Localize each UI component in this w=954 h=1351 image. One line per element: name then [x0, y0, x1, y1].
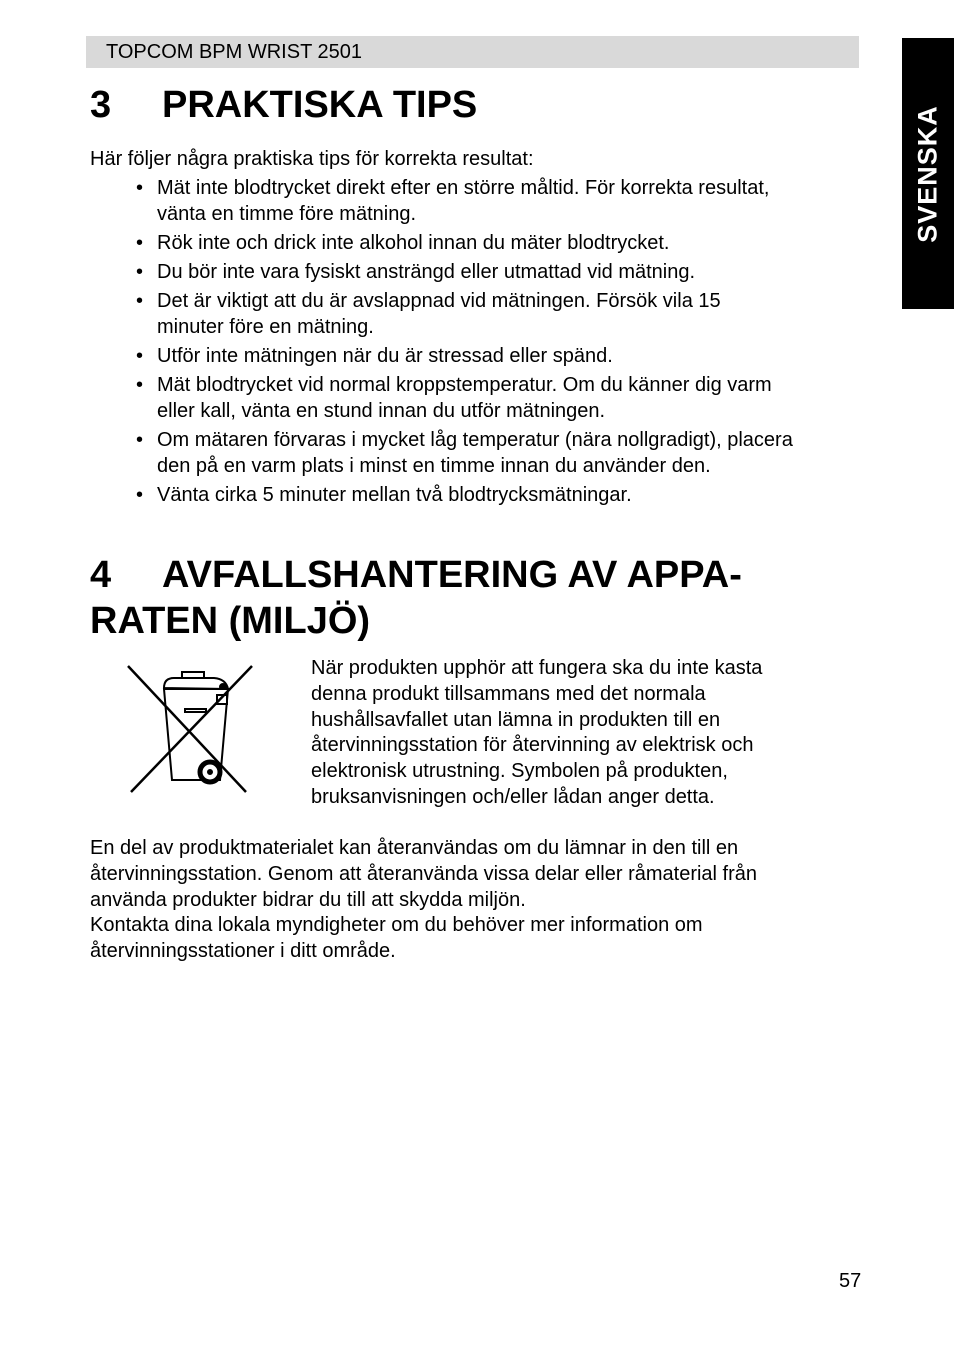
section-4-number: 4 [90, 554, 112, 596]
tip-line: Mät blodtrycket vid normal kroppstemperatur. Om du känner dig varm [157, 374, 772, 396]
disposal-line: elektronisk utrustning. Symbolen på produkten, [311, 760, 728, 783]
tip-line: Rök inte och drick inte alkohol innan du mäter blodtrycket. [157, 232, 670, 254]
tip-line: Utför inte mätningen när du är stressad eller spänd. [157, 345, 613, 367]
tip-line: den på en varm plats i minst en timme innan du använder den. [157, 455, 711, 477]
tip-line: Det är viktigt att du är avslappnad vid mätningen. Försök vila 15 [157, 290, 721, 312]
recycling-line: använda produkter bidrar du till att skydda miljön. [90, 888, 526, 911]
tip-line: Du bör inte vara fysiskt ansträngd eller utmattad vid mätning. [157, 261, 696, 283]
section-3-title: PRAKTISKA TIPS [162, 84, 478, 126]
section-3-number: 3 [90, 84, 112, 126]
recycling-line: En del av produktmaterialet kan återanvändas om du lämnar in den till en [90, 837, 739, 859]
tip-line: vänta en timme före mätning. [157, 203, 417, 225]
recycling-paragraph [90, 836, 870, 913]
list-item [136, 259, 866, 285]
bullet: • [136, 345, 144, 367]
contact-paragraph [90, 913, 870, 965]
tip-line: Vänta cirka 5 minuter mellan två blodtrycksmätningar. [157, 484, 632, 506]
recycling-line: återvinningsstation. Genom att återanvända vissa delar eller råmaterial från [90, 862, 758, 885]
contact-line: återvinningsstationer i ditt område. [90, 939, 396, 962]
bullet: • [136, 429, 144, 451]
list-item [136, 230, 866, 256]
tip-line: eller kall, vänta en stund innan du utför mätningen. [157, 400, 606, 422]
tip-line: Om mätaren förvaras i mycket låg temperatur (nära nollgradigt), placera [157, 429, 793, 451]
contact-line: Kontakta dina lokala myndigheter om du behöver mer information om [90, 914, 703, 936]
list-item [136, 343, 866, 369]
bullet: • [136, 177, 144, 199]
page-number: 57 [839, 1270, 862, 1292]
document-title: TOPCOM BPM WRIST 2501 [106, 41, 362, 63]
language-tab [902, 38, 954, 309]
section-4-title-line-2: RATEN (MILJÖ) [90, 600, 371, 642]
list-item [136, 175, 866, 227]
list-item [136, 288, 866, 340]
tips-list [136, 175, 866, 511]
disposal-line: återvinningsstation för återvinning av elektrisk och [311, 734, 754, 757]
section-4-heading [90, 552, 742, 644]
disposal-paragraph [311, 656, 861, 811]
tip-line: Mät inte blodtrycket direkt efter en större måltid. För korrekta resultat, [157, 177, 770, 199]
disposal-line: När produkten upphör att fungera ska du inte kasta [311, 657, 763, 679]
crossed-out-wheelie-bin-icon [126, 663, 256, 795]
header-bar [86, 36, 859, 68]
bullet: • [136, 374, 144, 396]
section-4-title-line-1: AVFALLSHANTERING AV APPA- [162, 554, 742, 596]
language-tab-label: SVENSKA [912, 105, 943, 243]
disposal-line: bruksanvisningen och/eller lådan anger detta. [311, 785, 715, 808]
section-3-heading [90, 83, 477, 127]
bullet: • [136, 261, 144, 283]
tips-intro: Här följer några praktiska tips för korrekta resultat: [90, 148, 534, 170]
list-item [136, 427, 866, 479]
bullet: • [136, 290, 144, 312]
disposal-line: denna produkt tillsammans med det normala [311, 682, 706, 705]
list-item [136, 372, 866, 424]
list-item [136, 482, 866, 508]
bullet: • [136, 484, 144, 506]
disposal-line: hushållsavfallet utan lämna in produkten till en [311, 708, 721, 731]
bullet: • [136, 232, 144, 254]
tip-line: minuter före en mätning. [157, 316, 374, 338]
